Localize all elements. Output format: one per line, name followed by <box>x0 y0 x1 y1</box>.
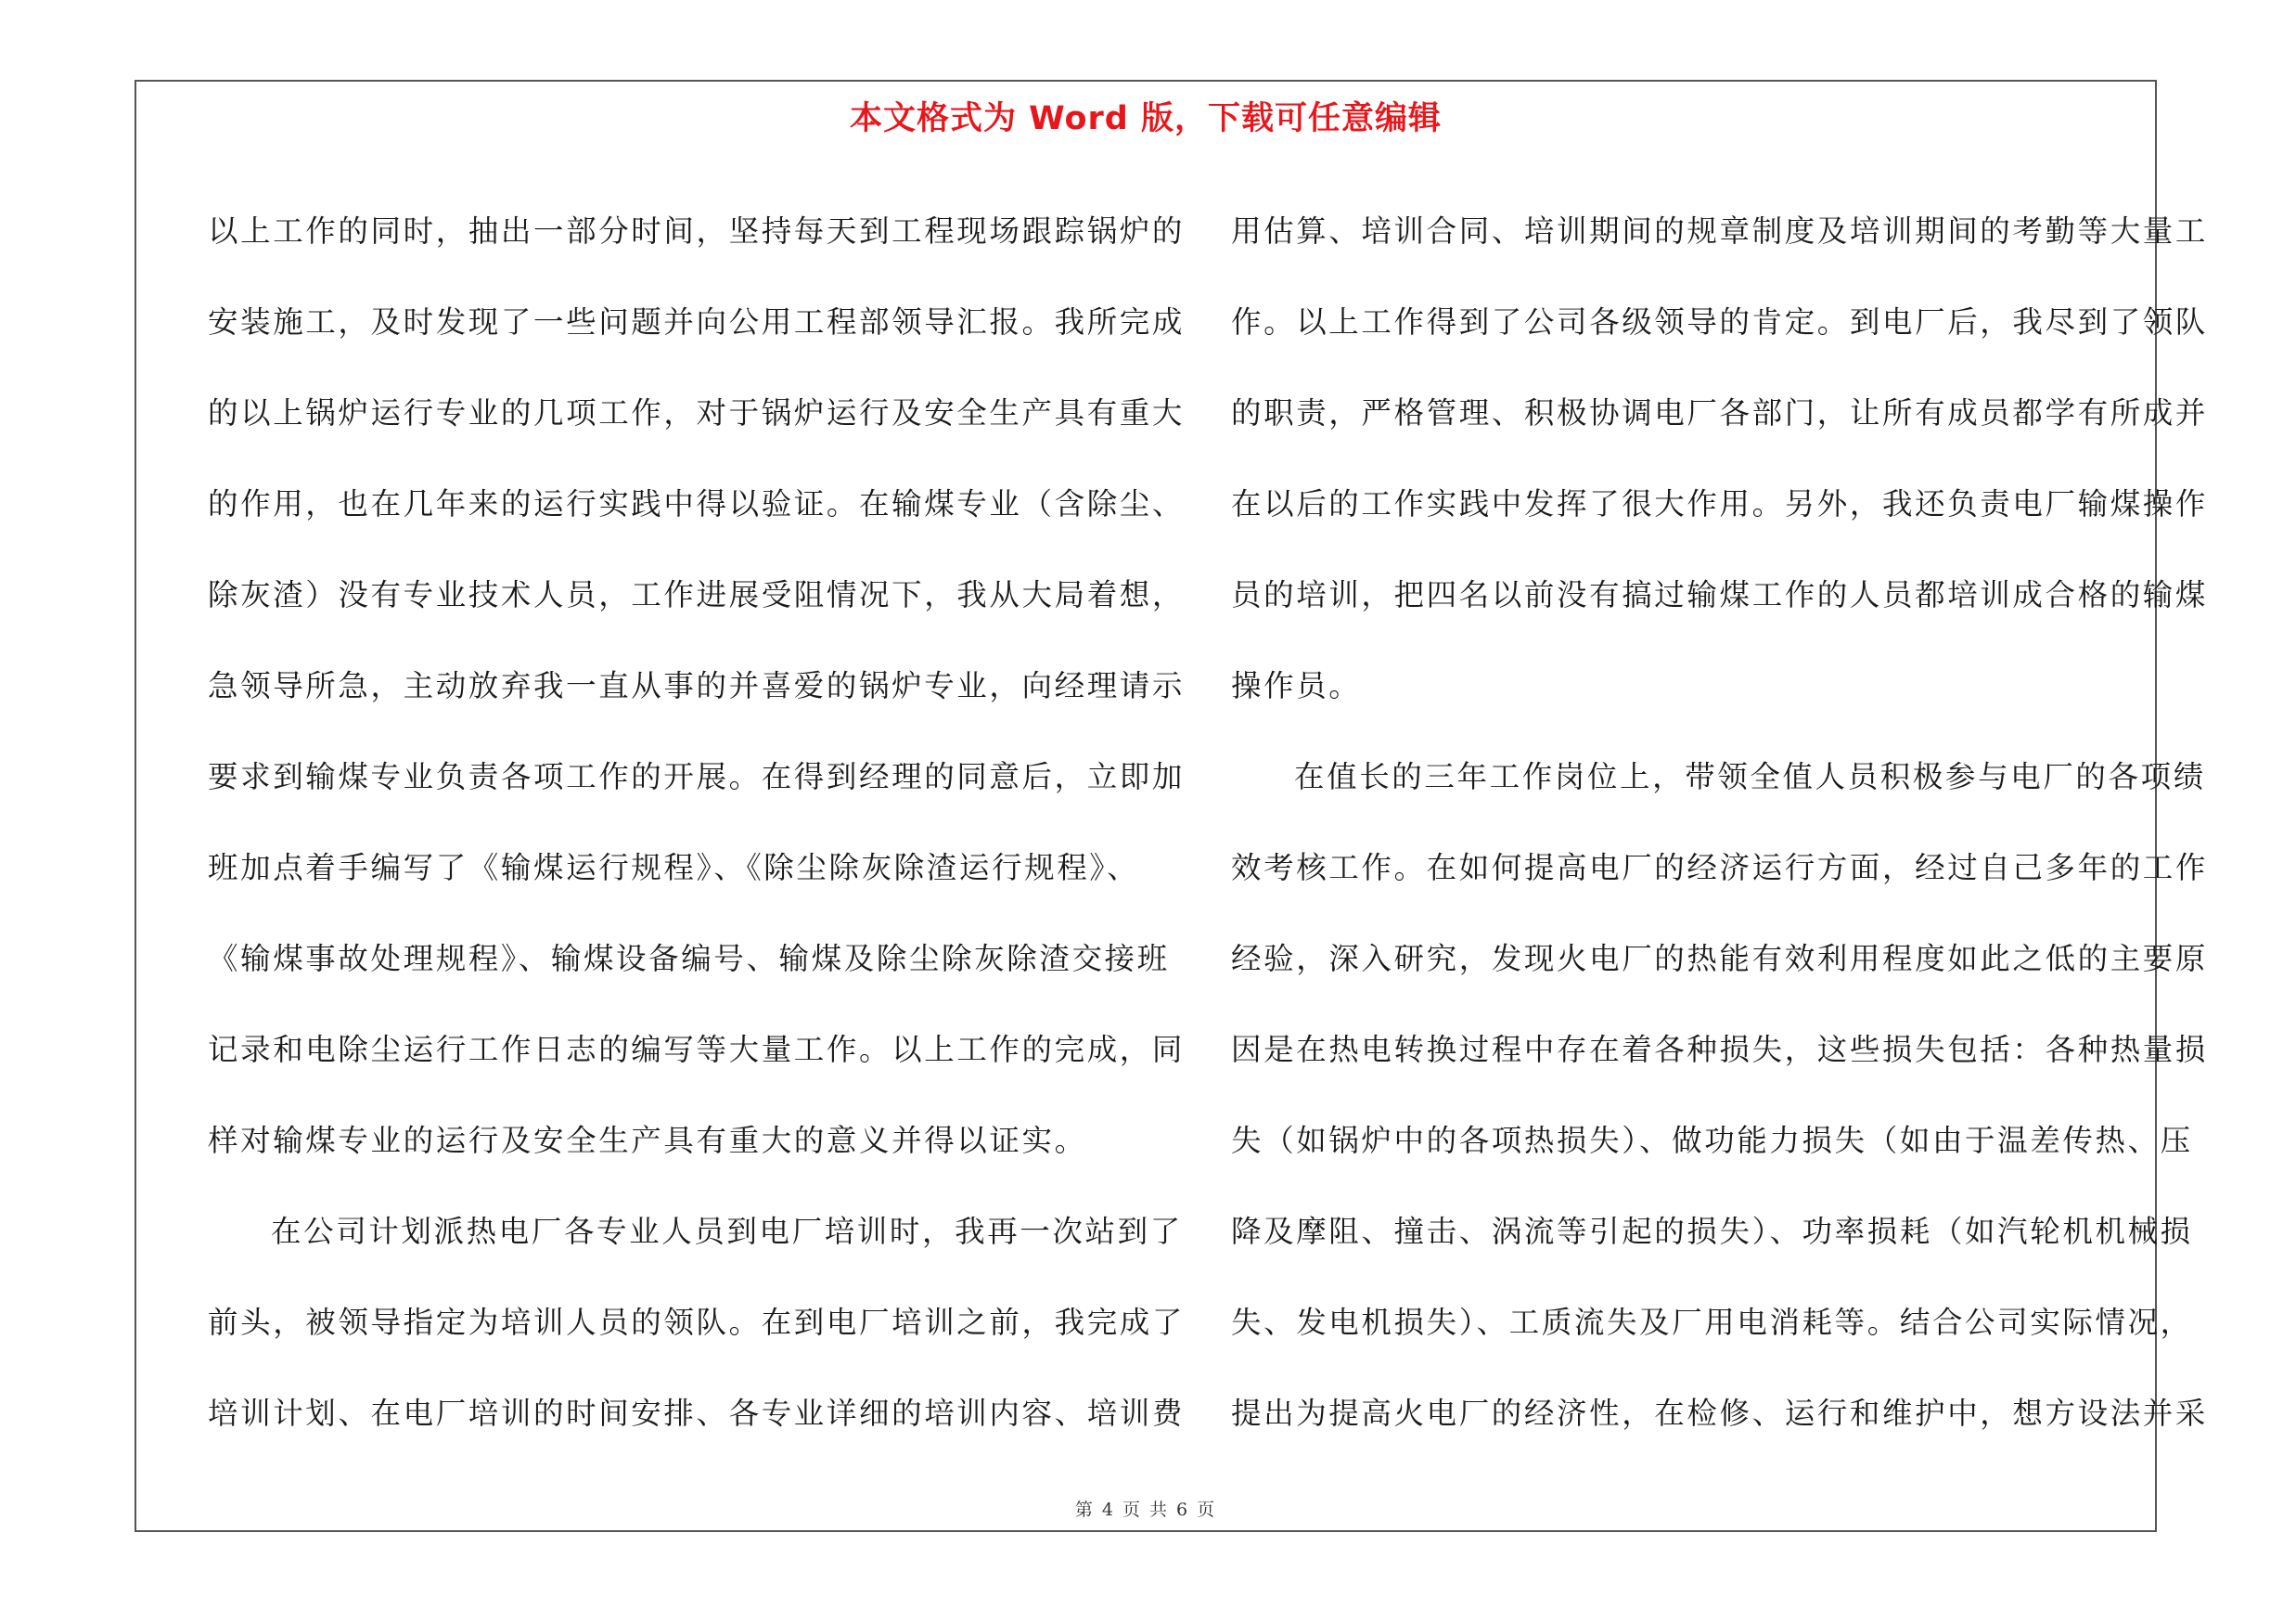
text-line: 记录和电除尘运行工作日志的编写等大量工作。以上工作的完成，同 <box>208 1032 1186 1067</box>
text-line: 的职责，严格管理、积极协调电厂各部门，让所有成员都学有所成并 <box>1231 395 2209 431</box>
text-line: 在以后的工作实践中发挥了很大作用。另外，我还负责电厂输煤操作 <box>1231 486 2209 522</box>
text-line: 的作用，也在几年来的运行实践中得以验证。在输煤专业（含除尘、 <box>208 486 1186 522</box>
text-line: 操作员。 <box>1231 668 1362 703</box>
text-line: 用估算、培训合同、培训期间的规章制度及培训期间的考勤等大量工 <box>1231 213 2209 249</box>
text-line: 班加点着手编写了《输煤运行规程》、《除尘除灰除渣运行规程》、 <box>208 850 1140 885</box>
text-line: 培训计划、在电厂培训的时间安排、各专业详细的培训内容、培训费 <box>208 1396 1186 1431</box>
text-line: 失（如锅炉中的各项热损失）、做功能力损失（如由于温差传热、压 <box>1231 1123 2193 1158</box>
text-line: 经验，深入研究，发现火电厂的热能有效利用程度如此之低的主要原 <box>1231 941 2209 976</box>
text-line: 员的培训，把四名以前没有搞过输煤工作的人员都培训成合格的输煤 <box>1231 577 2209 612</box>
text-line: 急领导所急，主动放弃我一直从事的并喜爱的锅炉专业，向经理请示 <box>208 668 1186 703</box>
paragraph-start-line: 在值长的三年工作岗位上，带领全值人员积极参与电厂的各项绩 <box>1294 759 2206 794</box>
text-line: 以上工作的同时，抽出一部分时间，坚持每天到工程现场跟踪锅炉的 <box>208 213 1186 249</box>
text-line: 效考核工作。在如何提高电厂的经济运行方面，经过自己多年的工作 <box>1231 850 2209 885</box>
text-line: 样对输煤专业的运行及安全生产具有重大的意义并得以证实。 <box>208 1123 1087 1158</box>
right-column <box>1231 186 2208 1459</box>
text-line: 因是在热电转换过程中存在着各种损失，这些损失包括：各种热量损 <box>1231 1032 2209 1067</box>
text-line: 除灰渣）没有专业技术人员，工作进展受阻情况下，我从大局着想， <box>208 577 1186 612</box>
text-line: 的以上锅炉运行专业的几项工作，对于锅炉运行及安全生产具有重大 <box>208 395 1186 431</box>
page-frame <box>135 80 2209 1532</box>
paragraph-start-line: 在公司计划派热电厂各专业人员到电厂培训时，我再一次站到了 <box>271 1214 1183 1249</box>
text-line: 《输煤事故处理规程》、输煤设备编号、输煤及除尘除灰除渣交接班 <box>208 941 1170 976</box>
header-banner: 本文格式为 Word 版，下载可任意编辑 <box>849 100 1443 137</box>
text-line: 失、发电机损失）、工质流失及厂用电消耗等。结合公司实际情况， <box>1231 1305 2193 1340</box>
text-line: 作。以上工作得到了公司各级领导的肯定。到电厂后，我尽到了领队 <box>1231 304 2209 340</box>
text-line: 要求到输煤专业负责各项工作的开展。在得到经理的同意后，立即加 <box>208 759 1186 794</box>
text-line: 降及摩阻、撞击、涡流等引起的损失）、功率损耗（如汽轮机机械损 <box>1231 1214 2193 1249</box>
page-number-footer: 第 4 页 共 6 页 <box>1074 1500 1217 1520</box>
text-line: 提出为提高火电厂的经济性，在检修、运行和维护中，想方设法并采 <box>1231 1396 2209 1431</box>
left-column <box>208 186 1185 1459</box>
text-line: 安装施工，及时发现了一些问题并向公用工程部领导汇报。我所完成 <box>208 304 1186 340</box>
text-line: 前头，被领导指定为培训人员的领队。在到电厂培训之前，我完成了 <box>208 1305 1186 1340</box>
